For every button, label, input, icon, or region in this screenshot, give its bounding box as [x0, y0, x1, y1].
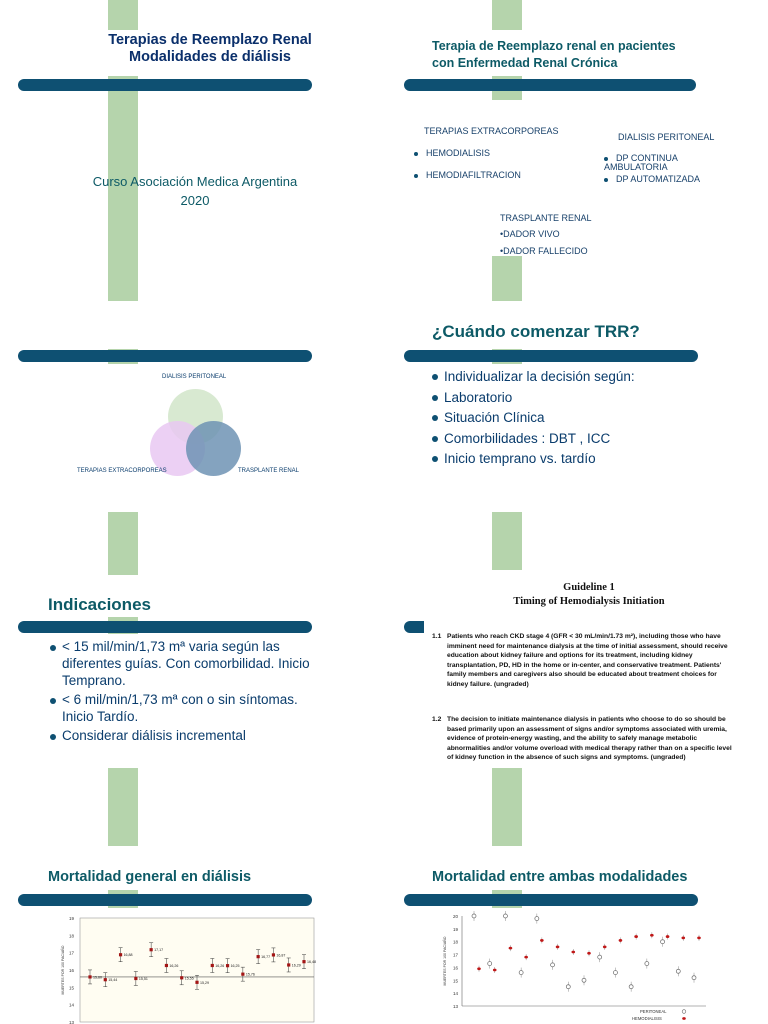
list-item: Inicio temprano vs. tardío: [430, 449, 750, 470]
hemodialysis-point: [571, 951, 575, 954]
peritoneal-point: [645, 962, 649, 966]
hemodialysis-point: [540, 939, 544, 942]
data-point: [287, 963, 290, 966]
slide-2-title: Terapia de Reemplazo renal en pacientes con Enfermedad Renal Crónica: [432, 39, 676, 70]
peritoneal-point: [598, 955, 602, 959]
data-label: 16,26: [169, 963, 179, 968]
title-bar: [18, 79, 312, 91]
bullet-list: [48, 638, 316, 744]
data-label: 15,76: [245, 972, 255, 977]
peritoneal-point: [661, 940, 665, 944]
list-item: Laboratorio: [430, 388, 750, 409]
y-tick-label: 18: [452, 939, 458, 945]
slide-5-title: Indicaciones: [48, 595, 151, 614]
data-point: [150, 948, 153, 951]
title-bar: [404, 79, 696, 91]
data-point: [134, 977, 137, 980]
venn-label-transplant: TRASPLANTE RENAL: [238, 468, 300, 474]
y-tick-label: 18: [68, 933, 74, 939]
peritoneal-point: [582, 978, 586, 982]
data-label: 15,44: [108, 978, 118, 983]
data-point: [272, 953, 275, 956]
bullet-icon: [604, 178, 608, 182]
data-label: 16,29: [291, 963, 301, 968]
y-tick-label: 13: [68, 1020, 74, 1024]
slide-5: [0, 512, 384, 768]
y-tick-label: 16: [68, 968, 74, 973]
hemodialysis-point: [697, 936, 701, 939]
plot-area: [80, 918, 314, 1022]
data-point: [119, 953, 122, 956]
peritoneal-point: [519, 971, 523, 975]
y-tick-label: 19: [452, 926, 458, 932]
peritoneal-point: [551, 963, 555, 967]
bullet-icon: [414, 174, 418, 178]
y-axis-label: MUERTES POR 100 PAC/AÑO: [61, 945, 65, 995]
y-axis-label: MUERTES POR 100 PAC/AÑO: [443, 936, 447, 986]
hemodialysis-point: [666, 935, 670, 938]
bullet-icon: [604, 157, 608, 161]
peritoneal-point: [676, 969, 680, 973]
guideline-heading: Guideline 1 Timing of Hemodialysis Initiation: [513, 582, 665, 607]
bullet-icon: [414, 152, 418, 156]
slide-4: [384, 256, 768, 512]
y-tick-label: 15: [68, 985, 74, 991]
list-item: < 15 mil/min/1,73 mª varia según las diferentes guías. Con comorbilidad. Inicio Temprano.: [48, 638, 316, 689]
data-label: 16,87: [276, 953, 286, 958]
hemodialysis-point: [524, 956, 528, 959]
data-label: 15,51: [138, 976, 148, 981]
transplant-item: •DADOR FALLECIDO: [500, 246, 588, 256]
hemodialysis-point: [493, 969, 497, 972]
hemodialysis-point: [477, 967, 481, 970]
mortality-modalities-chart: [440, 910, 726, 1024]
list-item: Considerar diálisis incremental: [48, 727, 316, 744]
peritoneal-heading: DIALISIS PERITONEAL: [618, 132, 715, 142]
peritoneal-point: [613, 971, 617, 975]
peritoneal-point: [472, 914, 476, 918]
extracorporeal-item: HEMODIALISIS: [414, 148, 490, 158]
y-tick-label: 17: [452, 952, 458, 958]
list-item: < 6 mil/min/1,73 mª con o sin síntomas. Inicio Tardío.: [48, 691, 316, 725]
data-label: 16,25: [230, 964, 240, 969]
data-point: [165, 964, 168, 967]
data-label: 16,26: [215, 963, 225, 968]
slide-1-title: Terapias de Reemplazo Renal Modalidades de diálisis: [108, 32, 312, 65]
y-tick-label: 15: [452, 978, 458, 984]
data-label: 15,29: [200, 980, 209, 985]
venn-circle-transplant: [186, 421, 241, 476]
data-label: 16,88: [123, 953, 133, 958]
title-bar: [404, 894, 698, 906]
data-point: [88, 975, 91, 978]
hemodialysis-point: [619, 939, 623, 942]
peritoneal-point: [692, 976, 696, 980]
slide-3: [0, 256, 384, 512]
title-bar: [404, 350, 698, 362]
y-tick-label: 20: [452, 914, 458, 919]
peritoneal-point: [535, 917, 539, 921]
peritoneal-point: [503, 914, 507, 918]
slide-8: [384, 768, 768, 1024]
legend-hemodialysis-marker: [682, 1017, 686, 1020]
hemodialysis-point: [587, 952, 591, 955]
data-point: [226, 964, 229, 967]
data-point: [302, 960, 305, 963]
data-label: 16,77: [261, 955, 271, 960]
slide-2: [384, 0, 768, 256]
peritoneal-point: [629, 985, 633, 989]
slide-1-subtitle: Curso Asociación Medica Argentina 2020: [92, 174, 298, 208]
guideline-item-1-1: 1.1 Patients who reach CKD stage 4 (GFR < 30 mL/min/1.73 m²), including those who have imminent need for maintenance dialysis at the time of initial assessment, should receive education about kidney failure and options for its treatment, including kidney transplantation, PD, HD in the home or in-center, and conservative treatment. Patients' family members and caregivers also should be educated about treatment choices for kidney failure. (ungraded): [432, 633, 728, 688]
bullet-list: [430, 367, 750, 470]
list-item: Individualizar la decisión según:: [430, 367, 750, 388]
y-tick-label: 13: [452, 1004, 458, 1009]
title-bar: [18, 894, 312, 906]
slide-1: [0, 0, 384, 256]
data-label: 16,48: [307, 960, 316, 965]
title-panel: [40, 301, 384, 349]
venn-label-peritoneal: DIALISIS PERITONEAL: [162, 374, 227, 380]
hemodialysis-point: [650, 934, 654, 937]
data-point: [257, 955, 260, 958]
data-point: [241, 973, 244, 976]
hemodialysis-point: [603, 945, 607, 948]
title-bar: [18, 350, 312, 362]
hemodialysis-point: [634, 935, 638, 938]
data-label: 15,55: [184, 976, 194, 981]
data-label: 15,60: [93, 975, 102, 980]
data-point: [195, 981, 198, 984]
y-tick-label: 17: [68, 950, 74, 956]
data-point: [180, 976, 183, 979]
slide-7: [0, 768, 384, 1024]
guideline-item-1-2: 1.2 The decision to initiate maintenance dialysis in patients who choose to do so should be based primarily upon an assessment of signs and/or symptoms associated with uremia, evidence of protein-energy wasting, and the ability to safely manage metabolic abnormalities and/or volume overload with medical therapy rather than on a specific level of kidney function in the absence of such signs and symptoms. (ungraded): [432, 716, 732, 762]
legend-hemodialysis: HEMODIALISIS: [632, 1016, 662, 1021]
title-bar: [18, 621, 312, 633]
slide-8-title: Mortalidad entre ambas modalidades: [432, 869, 688, 885]
hemodialysis-point: [509, 947, 513, 950]
data-label: 17,17: [154, 948, 164, 953]
y-tick-label: 14: [452, 991, 458, 997]
y-tick-label: 19: [68, 916, 74, 921]
list-item: Comorbilidades : DBT , ICC: [430, 429, 750, 450]
transplant-item: •DADOR VIVO: [500, 229, 560, 239]
data-point: [211, 964, 214, 967]
y-tick-label: 14: [68, 1002, 74, 1008]
peritoneal-point: [566, 985, 570, 989]
extracorporeal-heading: TERAPIAS EXTRACORPOREAS: [424, 126, 559, 136]
data-point: [104, 978, 107, 981]
list-item: Situación Clínica: [430, 408, 750, 429]
venn-label-extracorporeal: TERAPIAS EXTRACORPOREAS: [77, 468, 167, 474]
hemodialysis-point: [681, 936, 685, 939]
extracorporeal-item: HEMODIAFILTRACION: [414, 170, 521, 180]
peritoneal-item: DP CONTINUA AMBULATORIA: [604, 153, 678, 172]
legend-peritoneal-marker: [682, 1010, 686, 1014]
transplant-heading: TRASPLANTE RENAL: [500, 213, 592, 223]
legend-peritoneal: PERITONEAL: [640, 1009, 667, 1014]
peritoneal-item: DP AUTOMATIZADA: [604, 174, 700, 184]
mortality-general-chart: [56, 910, 326, 1024]
y-tick-label: 16: [452, 965, 458, 971]
slide-6: [384, 512, 768, 768]
peritoneal-point: [488, 962, 492, 966]
hemodialysis-point: [556, 945, 560, 948]
slide-4-title: ¿Cuándo comenzar TRR?: [432, 322, 640, 341]
slide-7-title: Mortalidad general en diálisis: [48, 869, 252, 885]
